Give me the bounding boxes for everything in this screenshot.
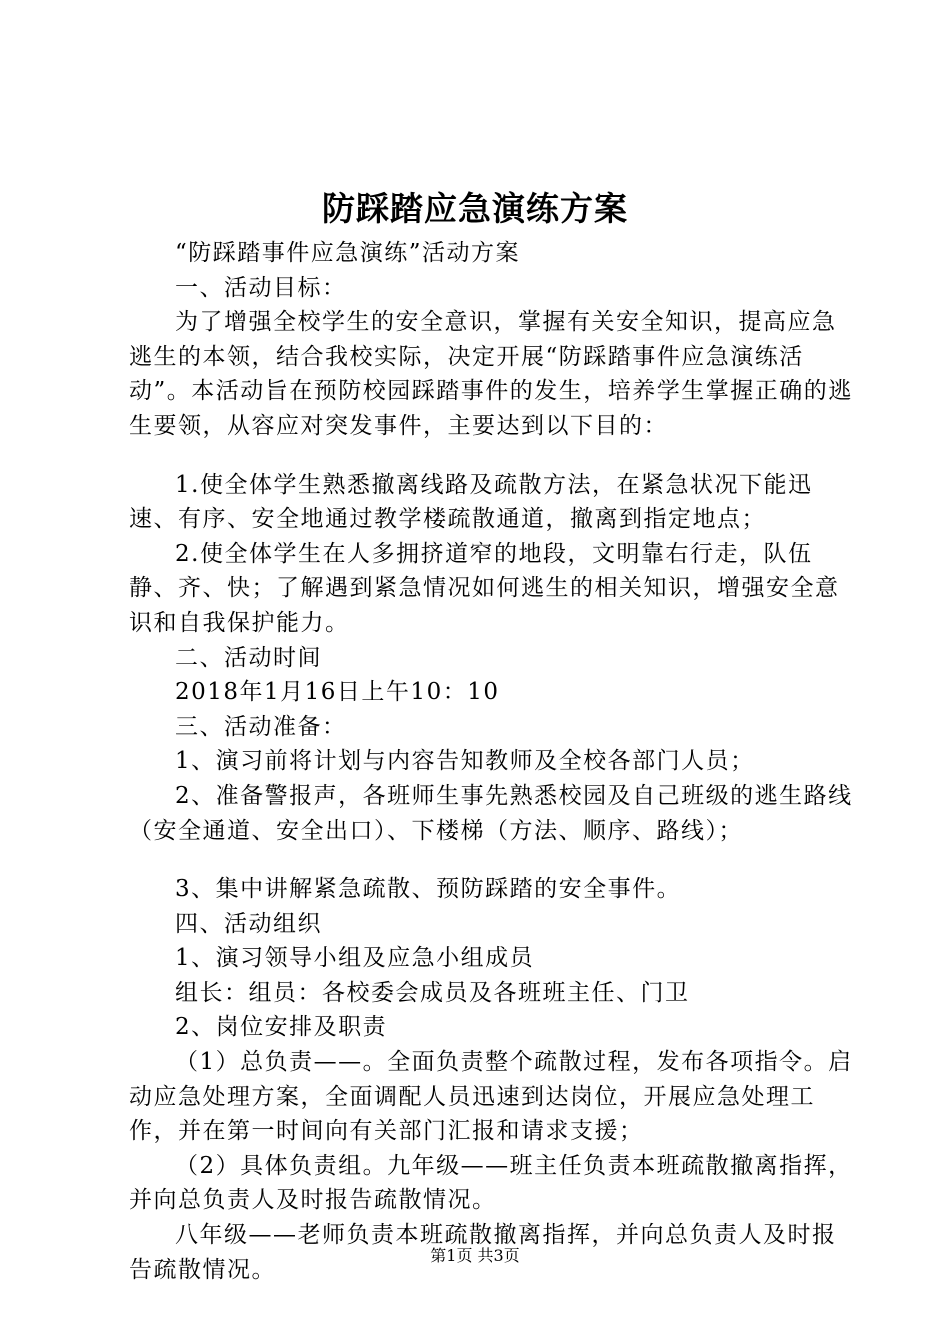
body-paragraph: （1）总负责——。全面负责整个疏散过程，发布各项指令。启动应急处理方案，全面调配人员迅速到达岗位，开展应急处理工作，并在第一时间向有关部门汇报和请求支援； [129, 1049, 853, 1145]
list-item: 2.使全体学生在人多拥挤道窄的地段，文明靠右行走，队伍静、齐、快；了解遇到紧急情况如何逃生的相关知识，增强安全意识和自我保护能力。 [129, 540, 840, 636]
list-item: 3、集中讲解紧急疏散、预防踩踏的安全事件。 [175, 876, 682, 903]
document-title: 防踩踏应急演练方案 [322, 189, 628, 228]
section-heading-organization: 四、活动组织 [175, 910, 322, 937]
list-item: 1.使全体学生熟悉撤离线路及疏散方法，在紧急状况下能迅速、有序、安全地通过教学楼疏散通道，撤离到指定地点； [129, 471, 813, 533]
page-number-footer: 第1页 共3页 [430, 1246, 520, 1265]
list-item: 2、准备警报声，各班师生事先熟悉校园及自己班级的逃生路线（安全通道、安全出口）、下楼梯（方法、顺序、路线）； [129, 782, 853, 844]
body-paragraph: 八年级——老师负责本班疏散撤离指挥，并向总负责人及时报告疏散情况。 [129, 1222, 837, 1283]
subtitle-paragraph: “防踩踏事件应急演练”活动方案 [175, 240, 521, 266]
body-paragraph: 为了增强全校学生的安全意识，掌握有关安全知识，提高应急逃生的本领，结合我校实际，决定开展“防踩踏事件应急演练活动”。本活动旨在预防校园踩踏事件的发生，培养学生掌握正确的逃生要领，从容应对突发事件，主要达到以下目的： [129, 309, 853, 439]
section-heading-preparation: 三、活动准备： [175, 713, 347, 740]
list-item: 1、演习前将计划与内容告知教师及全校各部门人员； [175, 748, 755, 775]
activity-date: 2018年1月16日上午10：10 [175, 679, 500, 706]
list-item: 1、演习领导小组及应急小组成员 [175, 945, 535, 972]
section-heading-time: 二、活动时间 [175, 644, 322, 671]
section-heading-goals: 一、活动目标： [175, 274, 347, 301]
list-item: 2、岗位安排及职责 [175, 1014, 388, 1041]
document-body [129, 236, 859, 1287]
body-paragraph: （2）具体负责组。九年级——班主任负责本班疏散撤离指挥，并向总负责人及时报告疏散情况。 [129, 1152, 853, 1214]
body-paragraph: 组长：组员：各校委会成员及各班班主任、门卫 [175, 979, 690, 1006]
